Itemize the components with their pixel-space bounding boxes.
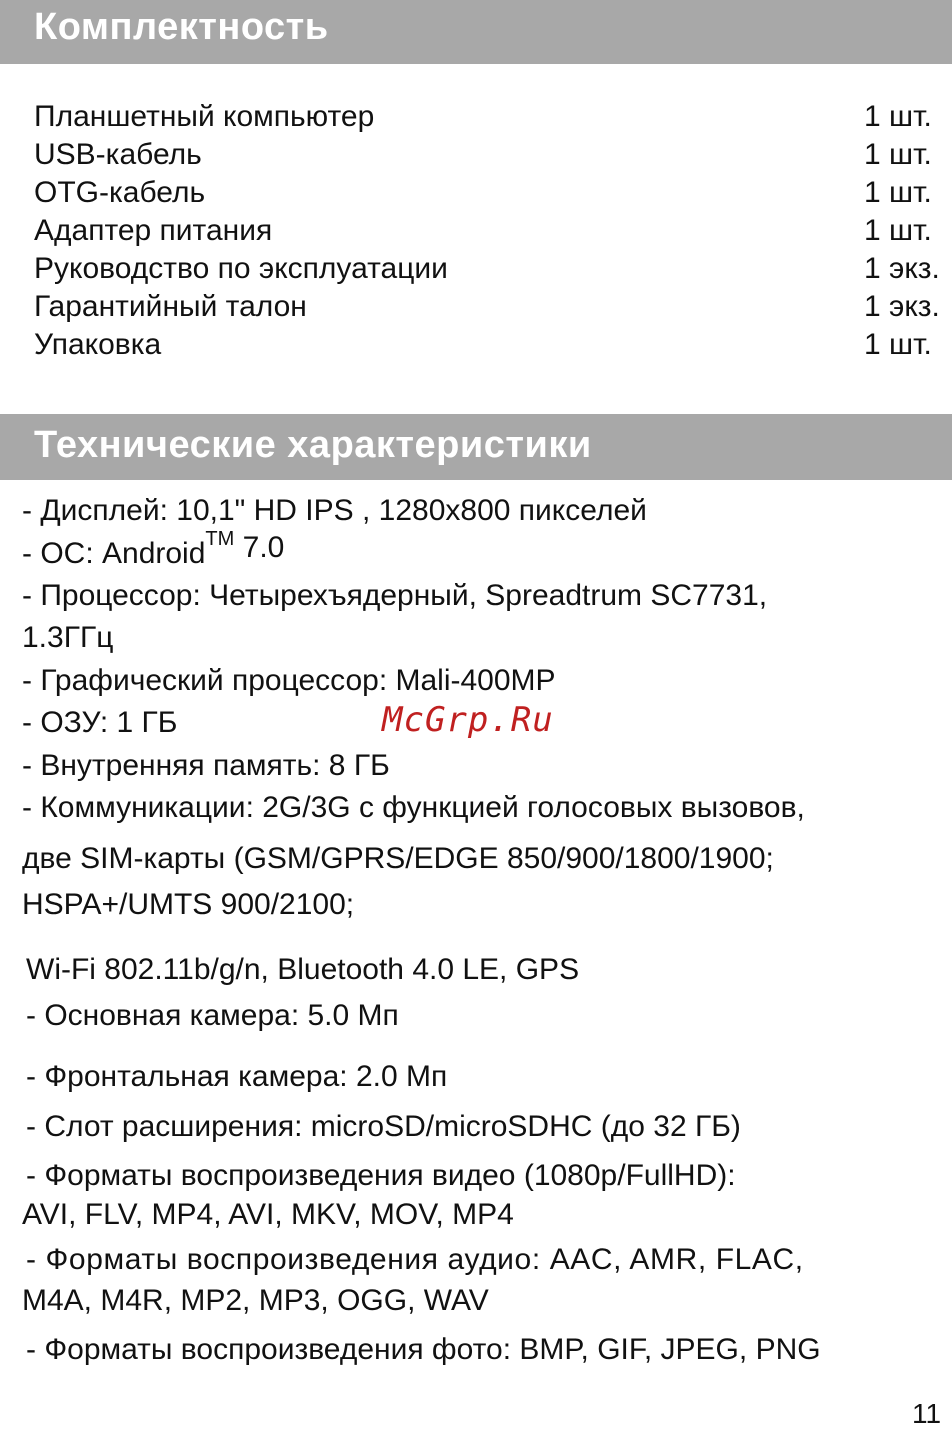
spec-cpu-line1: - Процессор: Четырехъядерный, Spreadtrum SC7731,	[22, 579, 768, 612]
package-item-qty: 1 шт.	[864, 100, 932, 133]
spec-ram: - ОЗУ: 1 ГБ	[22, 706, 178, 739]
spec-os-version: 7.0	[234, 531, 285, 564]
section-title-specs: Технические характеристики	[34, 424, 592, 466]
trademark-mark: TM	[205, 528, 235, 550]
spec-video-line1: - Форматы воспроизведения видео (1080p/FullHD):	[26, 1159, 736, 1192]
spec-gpu: - Графический процессор: Mali-400MP	[22, 664, 556, 697]
package-item-name: Адаптер питания	[34, 214, 273, 247]
package-item-qty: 1 шт.	[864, 176, 932, 209]
spec-os	[22, 528, 285, 575]
section-title-package: Комплектность	[34, 6, 329, 48]
package-item-name: USB-кабель	[34, 138, 202, 171]
package-item-name: Упаковка	[34, 328, 162, 361]
package-item-name: OTG-кабель	[34, 176, 206, 209]
spec-video-line2: AVI, FLV, MP4, AVI, MKV, MOV, MP4	[22, 1198, 514, 1231]
spec-os-prefix: - ОС: Android	[22, 537, 206, 570]
spec-audio-line1: - Форматы воспроизведения аудио: AAC, AMR, FLAC,	[26, 1243, 804, 1276]
spec-front-camera: - Фронтальная камера: 2.0 Мп	[26, 1060, 448, 1093]
package-item	[34, 136, 946, 174]
page-number: 11	[912, 1398, 942, 1429]
spec-wifi: Wi-Fi 802.11b/g/n, Bluetooth 4.0 LE, GPS	[26, 953, 580, 986]
package-item	[34, 174, 946, 212]
spec-comm-line2: две SIM-карты (GSM/GPRS/EDGE 850/900/1800/1900;	[22, 842, 774, 875]
section-header-package	[0, 0, 952, 64]
package-item	[34, 98, 946, 136]
spec-storage: - Внутренняя память: 8 ГБ	[22, 749, 390, 782]
package-item	[34, 212, 946, 250]
spec-comm-line1: - Коммуникации: 2G/3G с функцией голосовых вызовов,	[22, 791, 805, 824]
spec-comm-line3: HSPA+/UMTS 900/2100;	[22, 888, 355, 921]
package-item-qty: 1 экз.	[864, 290, 940, 323]
spec-main-camera: - Основная камера: 5.0 Мп	[26, 999, 399, 1032]
spec-photo: - Форматы воспроизведения фото: BMP, GIF, JPEG, PNG	[26, 1333, 821, 1366]
package-item-qty: 1 шт.	[864, 214, 932, 247]
package-item-qty: 1 экз.	[864, 252, 940, 285]
spec-audio-line2: M4A, M4R, MP2, MP3, OGG, WAV	[22, 1284, 489, 1317]
section-header-specs	[0, 414, 952, 480]
watermark-text: McGrp.Ru	[382, 700, 554, 740]
spec-cpu-line2: 1.3ГГц	[22, 621, 114, 654]
package-item	[34, 326, 946, 364]
package-item-name: Руководство по эксплуатации	[34, 252, 448, 285]
spec-slot: - Слот расширения: microSD/microSDHC (до 32 ГБ)	[26, 1110, 741, 1143]
package-item-qty: 1 шт.	[864, 138, 932, 171]
spec-display: - Дисплей: 10,1" HD IPS , 1280x800 пикселей	[22, 494, 647, 527]
package-item	[34, 288, 946, 326]
package-item-name: Планшетный компьютер	[34, 100, 375, 133]
package-item-qty: 1 шт.	[864, 328, 932, 361]
package-item	[34, 250, 946, 288]
package-item-name: Гарантийный талон	[34, 290, 307, 323]
